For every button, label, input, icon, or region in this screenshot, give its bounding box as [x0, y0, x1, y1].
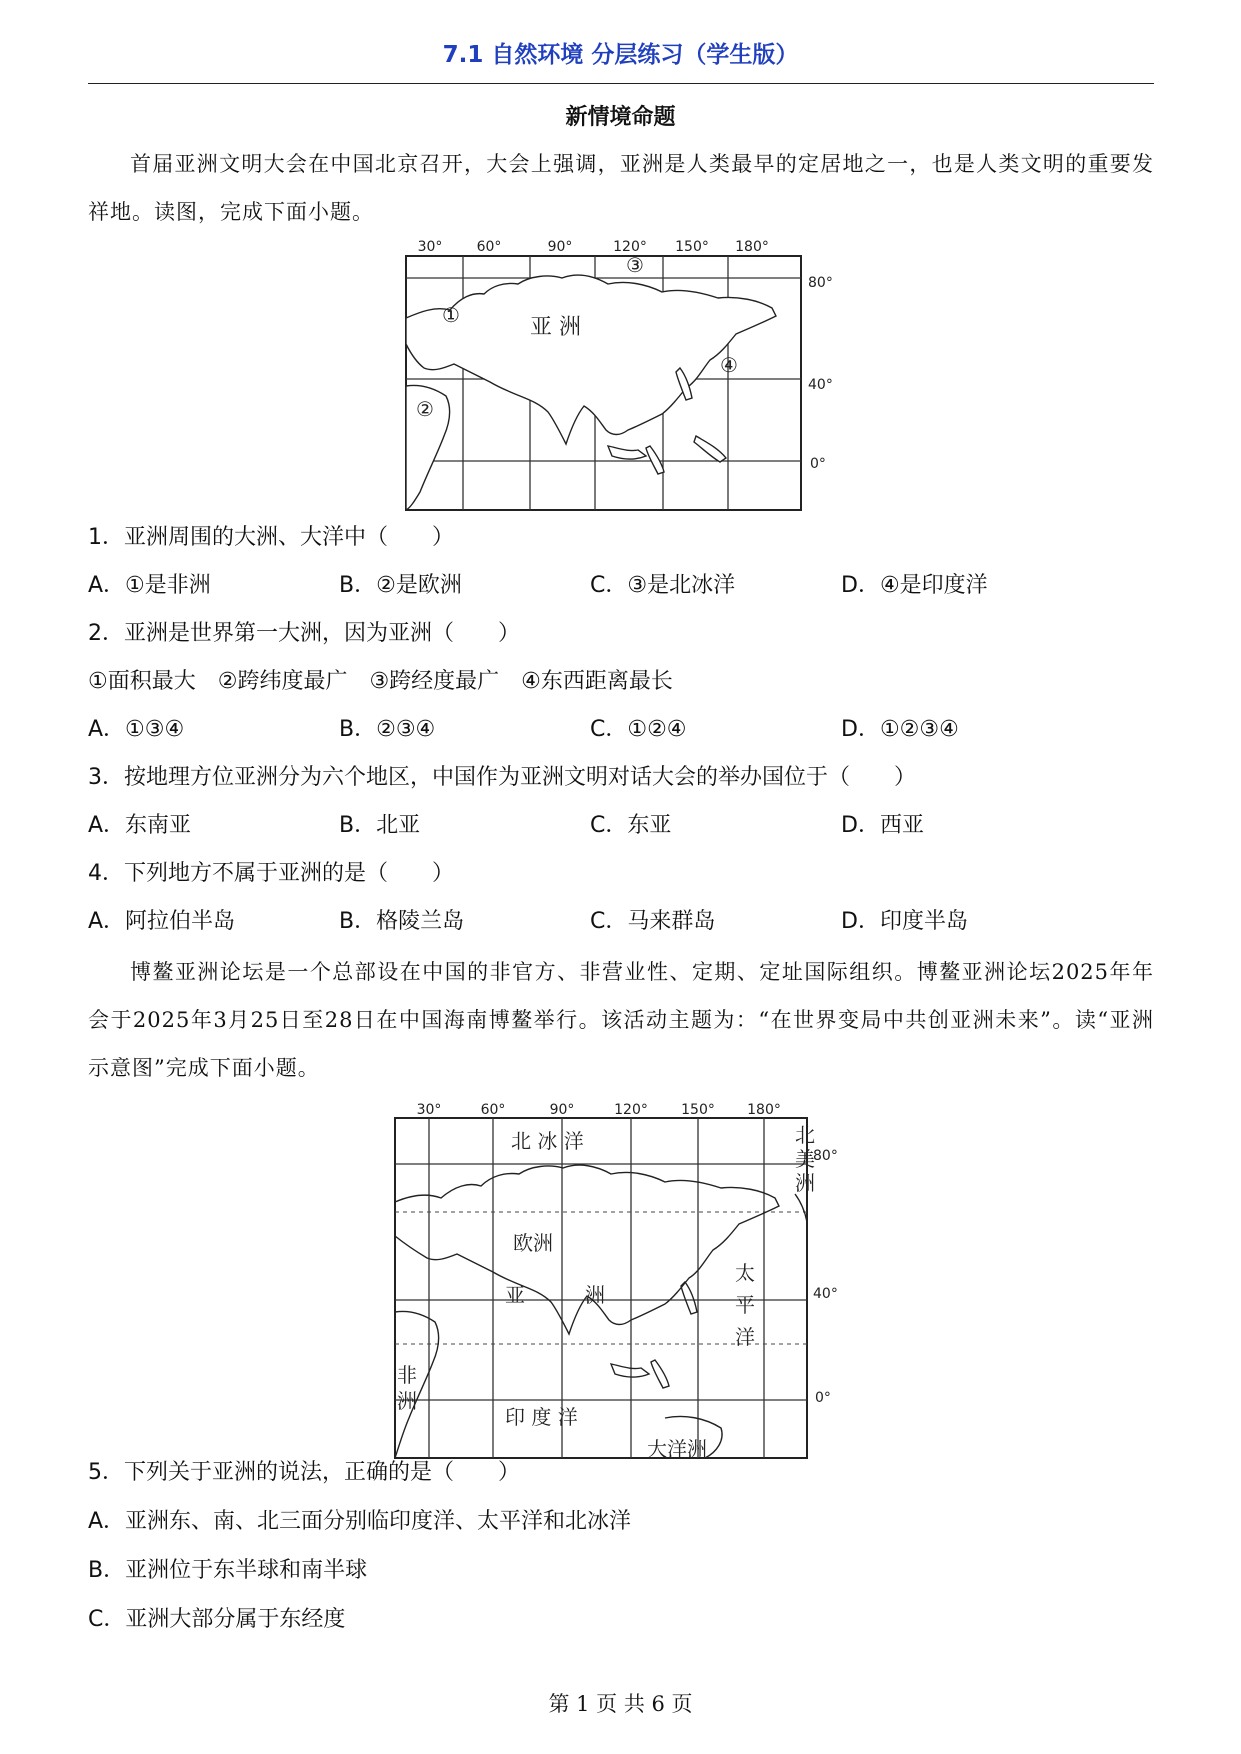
map1-lat-label: 40° — [808, 377, 833, 393]
map1-lon-label: 90° — [547, 239, 573, 255]
q5-option-a[interactable]: A．亚洲东、南、北三面分别临印度洋、太平洋和北冰洋 — [88, 1509, 632, 1534]
question-2-items: ①面积最大 ②跨纬度最广 ③跨经度最广 ④东西距离最长 — [88, 669, 673, 694]
question-1-stem: 1．亚洲周围的大洲、大洋中（ ） — [88, 525, 454, 550]
question-5-stem: 5．下列关于亚洲的说法，正确的是（ ） — [88, 1460, 520, 1485]
map2-label-africa — [397, 1363, 417, 1413]
map1-label-2: ② — [416, 397, 434, 421]
q3-option-a[interactable]: A．东南亚 — [88, 813, 192, 838]
q2-option-a[interactable]: A．①③④ — [88, 717, 185, 742]
q1-option-d[interactable]: D．④是印度洋 — [841, 573, 988, 598]
map2-lon-label: 180° — [747, 1102, 781, 1118]
header-rule — [88, 83, 1154, 84]
page-footer: 第 1 页 共 6 页 — [548, 1692, 693, 1716]
svg-text:太平洋: 太平洋 — [735, 1261, 755, 1349]
map2-label-europe: 欧洲 — [513, 1231, 553, 1255]
q3-option-c[interactable]: C．东亚 — [590, 813, 672, 838]
q4-option-d[interactable]: D．印度半岛 — [841, 909, 968, 934]
svg-text:非洲: 非洲 — [397, 1363, 417, 1413]
intro-paragraph-1: 首届亚洲文明大会在中国北京召开，大会上强调，亚洲是人类最早的定居地之一，也是人类文明的重要发祥地。读图，完成下面小题。 — [88, 152, 1154, 224]
map1-lon-label: 120° — [613, 239, 647, 255]
q1-option-a[interactable]: A．①是非洲 — [88, 573, 211, 598]
map2-lon-label: 60° — [480, 1102, 506, 1118]
q4-option-b[interactable]: B．格陵兰岛 — [339, 909, 465, 934]
q5-option-b[interactable]: B．亚洲位于东半球和南半球 — [88, 1558, 368, 1583]
map1-label-3: ③ — [626, 253, 644, 277]
map2-lat-label: 40° — [813, 1286, 838, 1302]
section-title: 新情境命题 — [565, 105, 676, 130]
q1-option-c[interactable]: C．③是北冰洋 — [590, 573, 736, 598]
q3-option-b[interactable]: B．北亚 — [339, 813, 421, 838]
map1-label-4: ④ — [720, 353, 738, 377]
intro-paragraph-2: 博鳌亚洲论坛是一个总部设在中国的非官方、非营业性、定期、定址国际组织。博鳌亚洲论坛2025年年会于2025年3月25日至28日在中国海南博鳌举行。该活动主题为：“在世界变局中共创亚洲未来”。读“亚洲示意图”完成下面小题。 — [88, 960, 1154, 1080]
map1-lon-label: 30° — [417, 239, 443, 255]
asia-map-2 — [365, 1102, 840, 1460]
map1-lon-label: 60° — [476, 239, 502, 255]
map1-landmass — [406, 275, 776, 510]
question-3-stem: 3．按地理方位亚洲分为六个地区，中国作为亚洲文明对话大会的举办国位于（ ） — [88, 765, 916, 790]
map2-lon-label: 90° — [549, 1102, 575, 1118]
q5-option-c[interactable]: C．亚洲大部分属于东经度 — [88, 1607, 346, 1632]
map2-label-oceania: 大洋洲 — [647, 1437, 707, 1460]
map2-lat-label: 0° — [815, 1390, 831, 1406]
asia-map-1 — [380, 236, 840, 512]
map2-label-pacific — [735, 1261, 755, 1349]
map1-label-asia: 亚 洲 — [530, 315, 581, 340]
q3-option-d[interactable]: D．西亚 — [841, 813, 924, 838]
q2-option-b[interactable]: B．②③④ — [339, 717, 436, 742]
map2-label-indian-ocean: 印 度 洋 — [505, 1405, 578, 1429]
map2-lat-label: 80° — [813, 1148, 838, 1164]
q4-option-a[interactable]: A．阿拉伯半岛 — [88, 909, 236, 934]
q4-option-c[interactable]: C．马来群岛 — [590, 909, 716, 934]
page-header-title: 7.1 自然环境 分层练习（学生版） — [442, 42, 799, 68]
q2-option-d[interactable]: D．①②③④ — [841, 717, 959, 742]
q1-option-b[interactable]: B．②是欧洲 — [339, 573, 462, 598]
map1-label-1: ① — [442, 303, 460, 327]
q2-option-c[interactable]: C．①②④ — [590, 717, 687, 742]
map1-lat-label: 0° — [810, 456, 826, 472]
svg-text:北美洲: 北美洲 — [795, 1123, 815, 1195]
question-4-stem: 4．下列地方不属于亚洲的是（ ） — [88, 861, 454, 886]
map1-lon-label: 180° — [735, 239, 769, 255]
map2-label-arctic-ocean: 北 冰 洋 — [511, 1129, 584, 1153]
map2-label-asia: 亚 洲 — [505, 1283, 605, 1307]
question-2-stem: 2．亚洲是世界第一大洲，因为亚洲（ ） — [88, 621, 520, 646]
map1-lon-label: 150° — [675, 239, 709, 255]
map2-lon-label: 30° — [416, 1102, 442, 1118]
map1-lat-label: 80° — [808, 275, 833, 291]
map2-lon-label: 120° — [614, 1102, 648, 1118]
map2-lon-label: 150° — [681, 1102, 715, 1118]
map2-label-north-america — [795, 1123, 815, 1195]
